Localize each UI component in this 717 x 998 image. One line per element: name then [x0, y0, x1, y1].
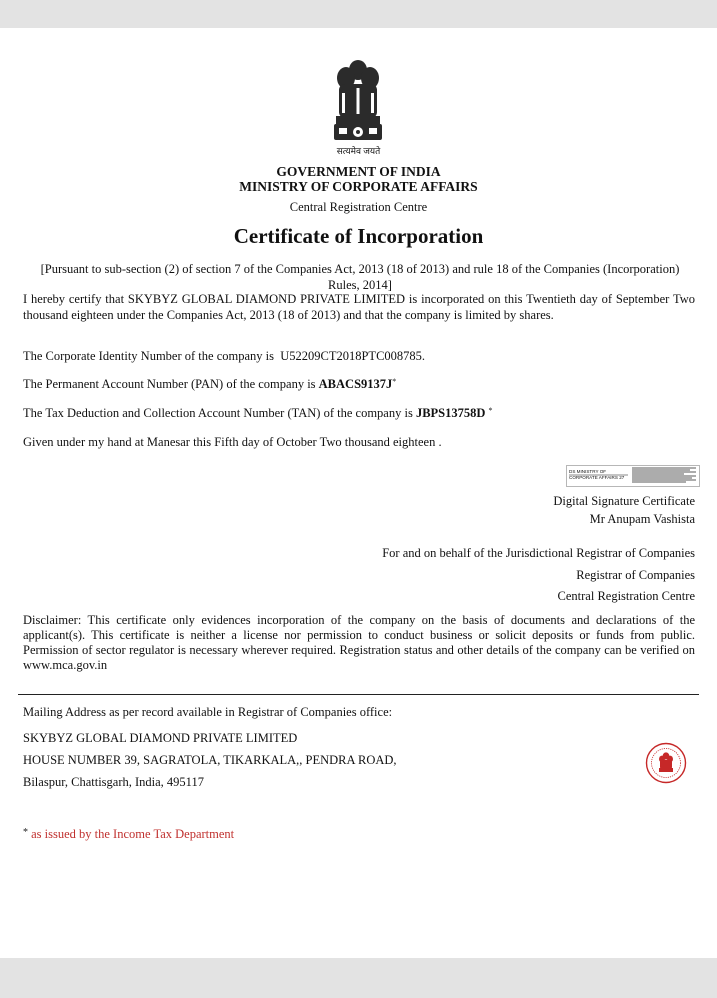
divider [18, 694, 699, 695]
pan-label: The Permanent Account Number (PAN) of the company is [23, 377, 316, 391]
disclaimer: Disclaimer: This certificate only evidences incorporation of the company on the basis of documents and declarations of the applicant(s). This certificate is neither a license nor permission to conduct business or solicit deposits or funds from public. Permission of sector regulator is necessary wherever required. Registration status and other details of the company can be verified on www.mca.gov.in [23, 613, 695, 672]
tan-line [23, 403, 695, 421]
digital-signature-stamp [566, 465, 700, 487]
centre-line: Central Registration Centre [557, 589, 695, 603]
registrar-line: Registrar of Companies [576, 568, 695, 582]
address-line-1: SKYBYZ GLOBAL DIAMOND PRIVATE LIMITED [23, 731, 298, 745]
mca-seal-icon [645, 742, 687, 784]
given-line: Given under my hand at Manesar this Fifth day of October Two thousand eighteen . [23, 435, 442, 449]
national-emblem-icon [330, 58, 386, 148]
certify-paragraph: I hereby certify that SKYBYZ GLOBAL DIAMOND PRIVATE LIMITED is incorporated on this Twentieth day of September Two thousand eighteen under the Companies Act, 2013 (18 of 2013) and that the company is limited by shares. [23, 292, 695, 322]
cin-line [23, 348, 695, 364]
stamp-text-1: DS MINISTRY OF [569, 469, 607, 474]
behalf-line: For and on behalf of the Jurisdictional Registrar of Companies [382, 546, 695, 560]
tan-footnote-mark: * [488, 406, 493, 415]
signer-name: Mr Anupam Vashista [589, 512, 695, 526]
mailing-label: Mailing Address as per record available in Registrar of Companies office: [23, 705, 393, 719]
registration-centre: Central Registration Centre [289, 200, 428, 214]
footnote-text: as issued by the Income Tax Department [31, 827, 235, 841]
motto: सत्यमेव जयते [336, 146, 381, 156]
pan-footnote-mark: * [392, 377, 397, 386]
cin-label: The Corporate Identity Number of the company is [23, 349, 274, 363]
cin-value: U52209CT2018PTC008785. [280, 349, 426, 363]
government-line: GOVERNMENT OF INDIA [276, 164, 441, 179]
stamp-text-2: CORPORATE AFFAIRS 27 [569, 475, 625, 480]
pan-line [23, 374, 695, 392]
tan-label: The Tax Deduction and Collection Account Number (TAN) of the company is [23, 406, 413, 420]
tan-value: JBPS13758D [415, 406, 486, 420]
footnote [23, 827, 234, 842]
address-line-3: Bilaspur, Chattisgarh, India, 495117 [23, 775, 204, 789]
certificate-page [0, 28, 717, 958]
ministry-line: MINISTRY OF CORPORATE AFFAIRS [239, 179, 478, 194]
dsc-label: Digital Signature Certificate [553, 494, 695, 508]
page-title: Certificate of Incorporation [233, 224, 484, 248]
pan-value: ABACS9137J [318, 377, 393, 391]
pursuant-note: [Pursuant to sub-section (2) of section 7 of the Companies Act, 2013 (18 of 2013) and rule 18 of the Companies (Incorporation) Rules, 2014] [40, 262, 680, 292]
footnote-mark: * [23, 827, 28, 838]
government-heading [0, 164, 717, 194]
address-line-2: HOUSE NUMBER 39, SAGRATOLA, TIKARKALA,, PENDRA ROAD, [23, 753, 397, 767]
